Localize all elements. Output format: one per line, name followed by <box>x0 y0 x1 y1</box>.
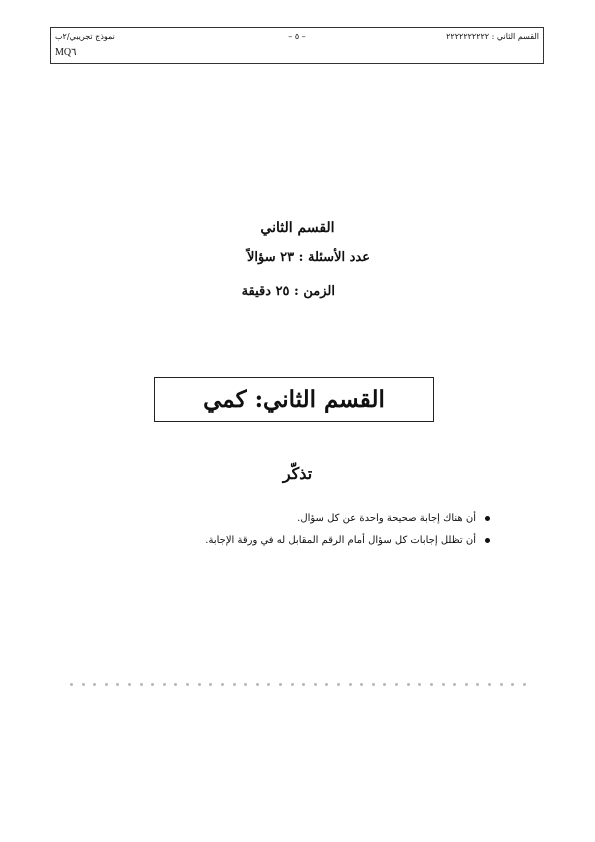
header-model-label: نموذج تجريبي/٢ب <box>55 32 115 41</box>
divider-dot <box>523 683 526 686</box>
divider-dot <box>244 683 247 686</box>
bullet-icon <box>485 538 490 543</box>
divider-dot <box>174 683 177 686</box>
divider-dot <box>442 683 445 686</box>
divider-dot <box>325 683 328 686</box>
divider-dot <box>279 683 282 686</box>
divider-dot <box>488 683 491 686</box>
divider-dot <box>372 683 375 686</box>
divider-dot <box>82 683 85 686</box>
divider-dot <box>256 683 259 686</box>
divider-dot <box>116 683 119 686</box>
time-limit: الزمن : ٢٥ دقيقة <box>241 284 335 299</box>
divider-dot <box>302 683 305 686</box>
divider-dot <box>151 683 154 686</box>
divider-dot <box>314 683 317 686</box>
question-count: عدد الأسئلة : ٢٣ سؤالاً <box>246 250 370 265</box>
divider-dot <box>128 683 131 686</box>
divider-dot <box>93 683 96 686</box>
list-item-text: أن تظلل إجابات كل سؤال أمام الرقم المقابل له في ورقة الإجابة. <box>205 535 476 546</box>
list-item <box>205 533 490 555</box>
divider-dot <box>337 683 340 686</box>
section-title: القسم الثاني <box>260 220 335 236</box>
divider-dot <box>221 683 224 686</box>
divider-dot <box>383 683 386 686</box>
divider-dot <box>267 683 270 686</box>
divider-dot <box>140 683 143 686</box>
divider-dot <box>233 683 236 686</box>
divider-dot <box>105 683 108 686</box>
divider-dot <box>465 683 468 686</box>
header-page-number: – ٥ – <box>288 32 306 41</box>
divider-dot <box>186 683 189 686</box>
list-item-text: أن هناك إجابة صحيحة واحدة عن كل سؤال. <box>297 513 476 524</box>
divider-dot <box>500 683 503 686</box>
divider-dot <box>198 683 201 686</box>
divider-dot <box>453 683 456 686</box>
bullet-icon <box>485 516 490 521</box>
list-item <box>205 511 490 533</box>
divider-dot <box>511 683 514 686</box>
main-title-box <box>154 377 434 422</box>
divider-dot <box>349 683 352 686</box>
divider-dot <box>430 683 433 686</box>
remember-heading: تذكّر <box>282 464 313 483</box>
divider-dot <box>395 683 398 686</box>
header-code: MQ٦ <box>55 47 77 58</box>
divider-dot <box>360 683 363 686</box>
divider-dot <box>407 683 410 686</box>
divider-dot <box>291 683 294 686</box>
page-header <box>50 27 544 64</box>
divider-dot <box>476 683 479 686</box>
header-section-label: القسم الثاني : ٢٢٢٢٢٢٢٢٢٢ <box>446 32 539 41</box>
remember-list <box>205 511 490 555</box>
main-title: القسم الثاني: كمي <box>203 386 385 413</box>
divider-dot <box>418 683 421 686</box>
dotted-divider <box>70 682 526 687</box>
divider-dot <box>163 683 166 686</box>
divider-dot <box>70 683 73 686</box>
divider-dot <box>209 683 212 686</box>
